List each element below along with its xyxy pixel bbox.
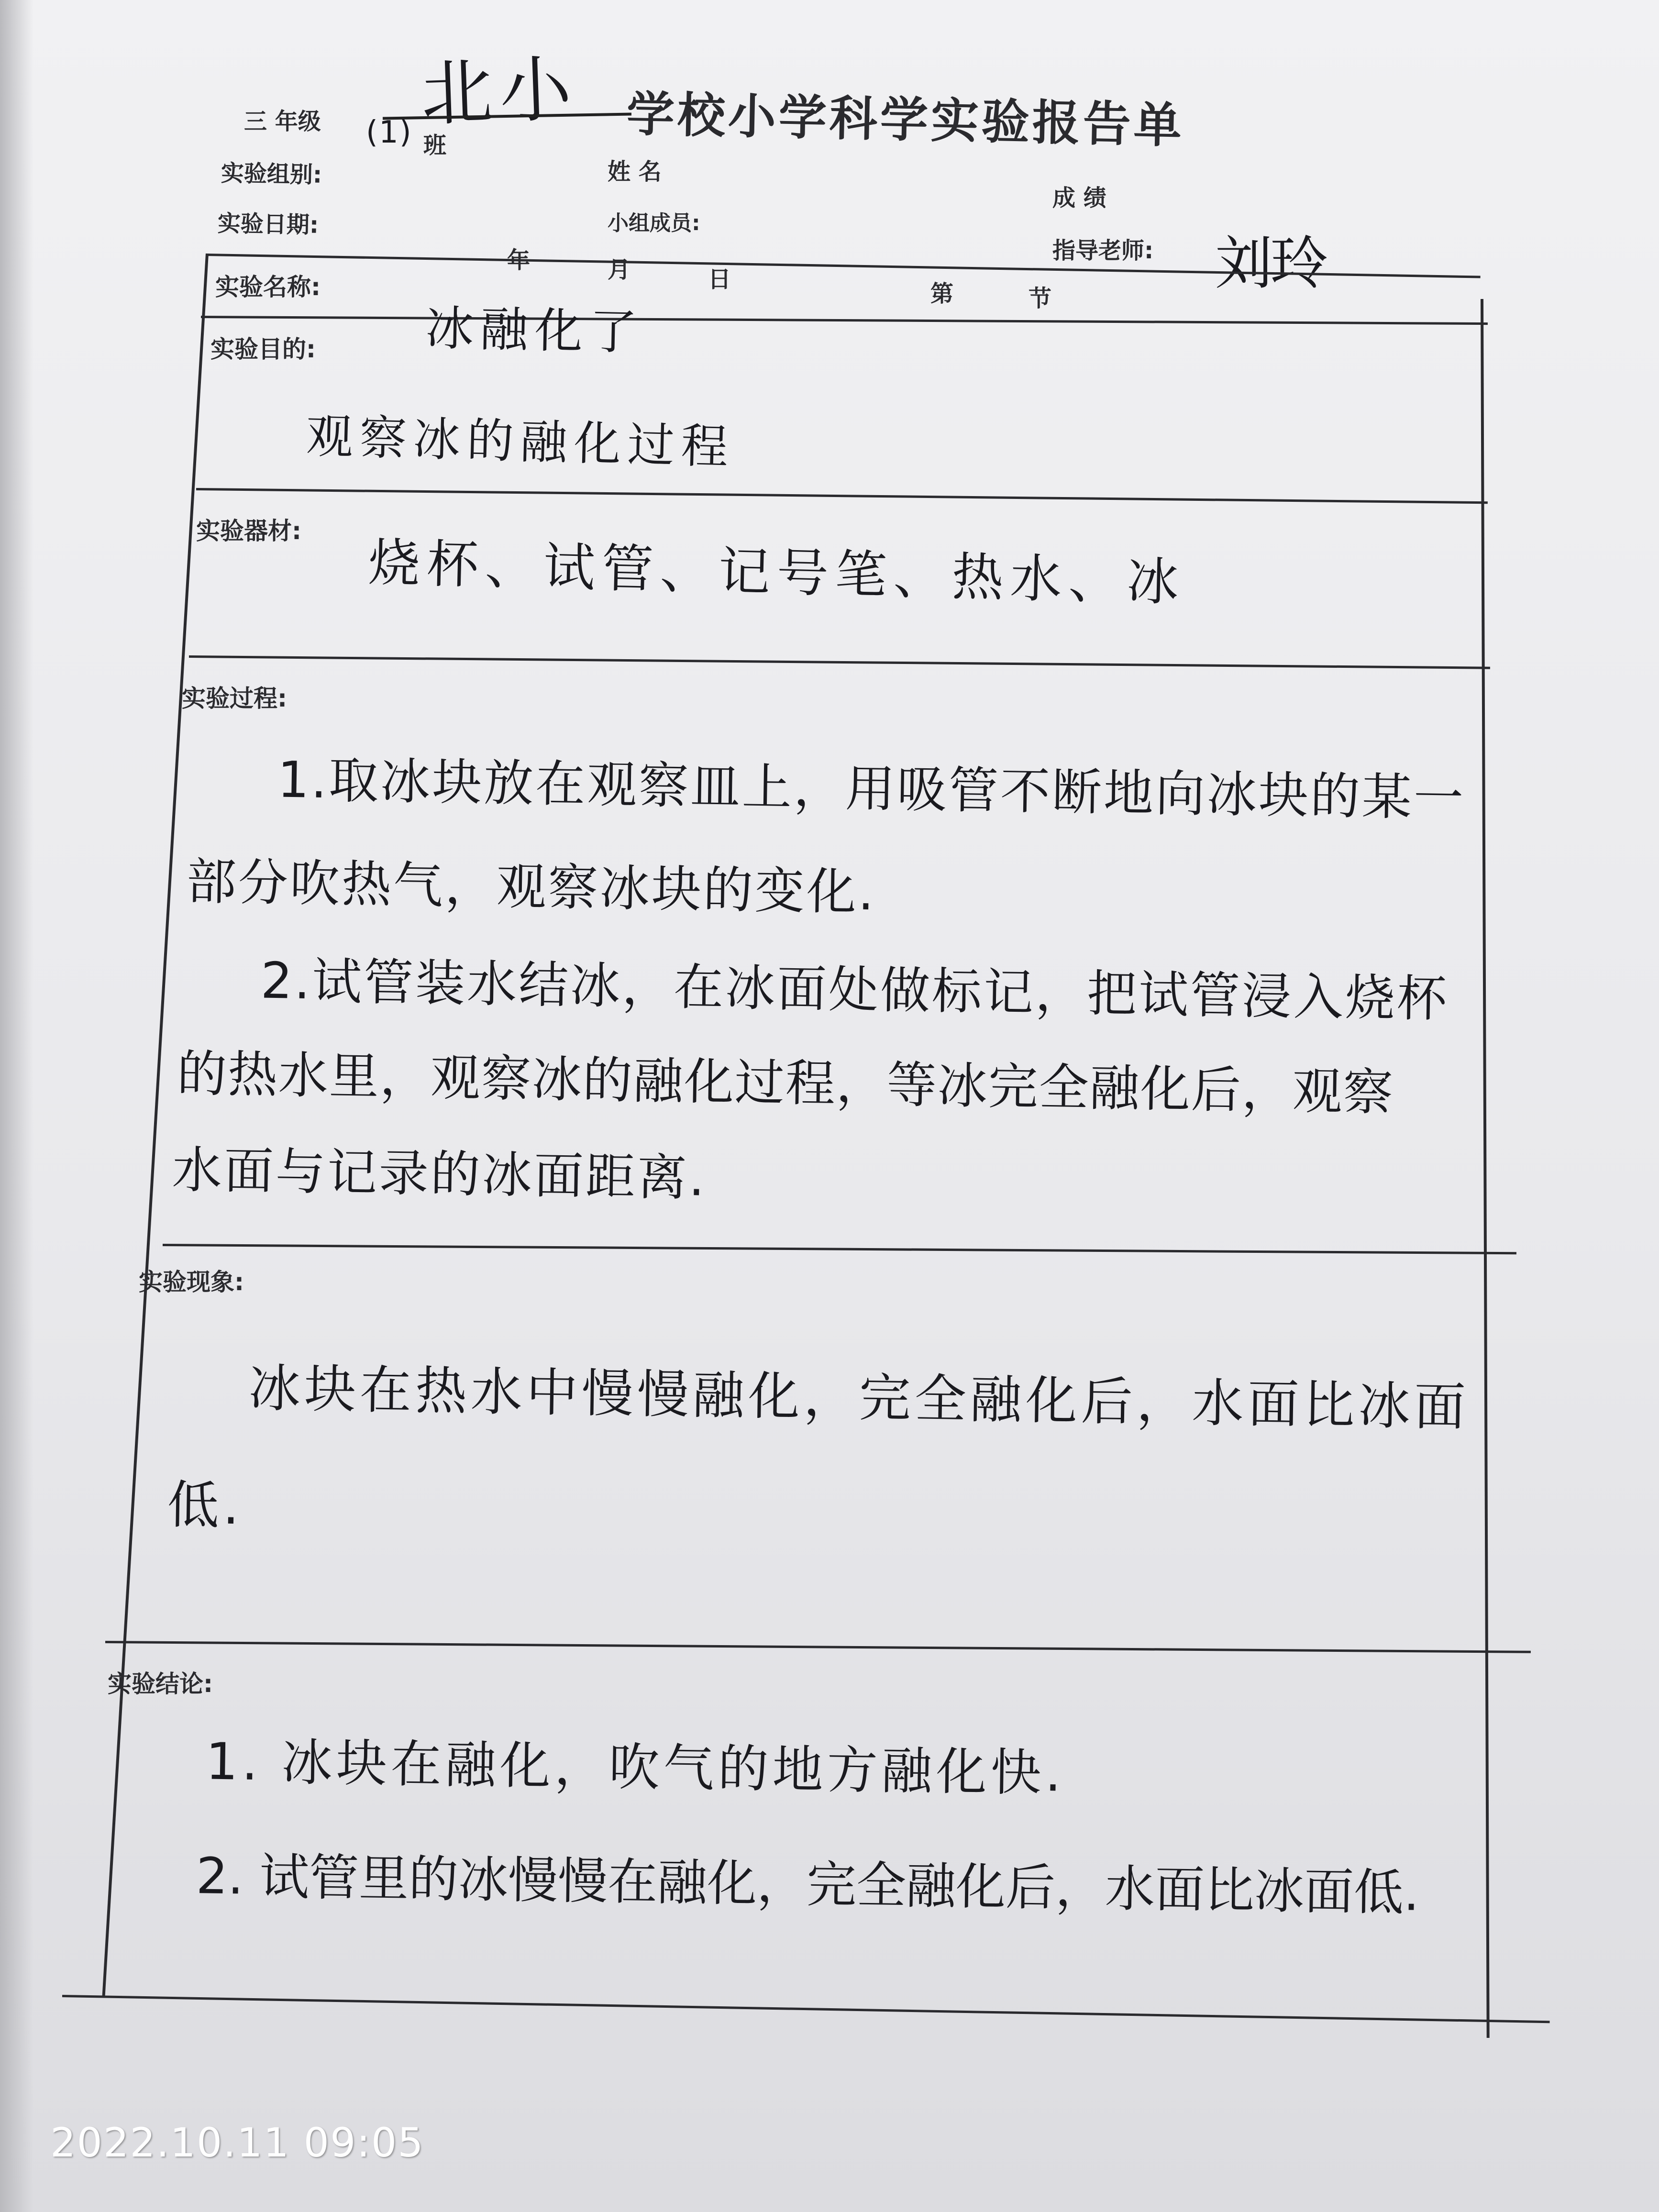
process-line-3: 2.试管装水结冰，在冰面处做标记，把试管浸入烧杯 <box>260 951 1449 1029</box>
experiment-name-text: 冰融化了 <box>425 300 644 361</box>
experiment-materials-text: 烧杯、试管、记号笔、热水、冰 <box>367 533 1186 613</box>
section-label-purpose: 实验目的: <box>210 335 316 363</box>
section-label-name: 实验名称: <box>215 273 321 301</box>
teacher-name-handwritten: 刘玲 <box>1215 231 1326 297</box>
month-label: 月 <box>608 256 631 283</box>
phenomenon-line-2: 低. <box>166 1475 244 1537</box>
phenomenon-line-1: 冰块在热水中慢慢融化，完全融化后，水面比冰面 <box>248 1358 1470 1438</box>
section-label-phenomenon: 实验现象: <box>139 1268 244 1296</box>
section-label-process: 实验过程: <box>182 685 287 712</box>
section-label-materials: 实验器材: <box>196 517 301 545</box>
section-label: 节 <box>1029 285 1052 312</box>
group-label: 实验组别: <box>221 160 322 188</box>
name-label: 姓 名 <box>608 158 662 185</box>
report-title: 学校小学科学实验报告单 <box>626 86 1185 154</box>
school-name-handwritten: 北小 <box>420 47 580 136</box>
year-label: 年 <box>507 247 531 274</box>
process-line-2: 部分吹热气，观察冰块的变化. <box>186 852 876 922</box>
page-edge-shadow <box>0 0 33 2212</box>
experiment-purpose-text: 观察冰的融化过程 <box>305 409 736 475</box>
members-label: 小组成员: <box>608 211 700 235</box>
photo-timestamp: 2022.10.11 09:05 <box>50 2119 424 2166</box>
process-line-5: 水面与记录的冰面距离. <box>171 1140 707 1207</box>
process-line-4: 的热水里，观察冰的融化过程，等冰完全融化后，观察 <box>177 1044 1394 1122</box>
period-label: 第 <box>930 280 954 307</box>
class-label: 班 <box>423 132 447 159</box>
class-number-handwritten: (1) <box>366 115 412 150</box>
section-label-conclusion: 实验结论: <box>108 1670 213 1698</box>
teacher-label: 指导老师: <box>1052 237 1154 264</box>
date-label: 实验日期: <box>217 210 319 239</box>
score-label: 成 绩 <box>1052 185 1106 211</box>
day-label: 日 <box>708 266 731 293</box>
grade-label: 三 年级 <box>244 108 321 135</box>
process-line-1: 1.取冰块放在观察皿上，用吸管不断地向冰块的某一 <box>277 750 1466 828</box>
conclusion-line-1: 1. 冰块在融化，吹气的地方融化快. <box>205 1732 1066 1803</box>
conclusion-line-2: 2. 试管里的冰慢慢在融化，完全融化后，水面比冰面低. <box>196 1847 1420 1922</box>
